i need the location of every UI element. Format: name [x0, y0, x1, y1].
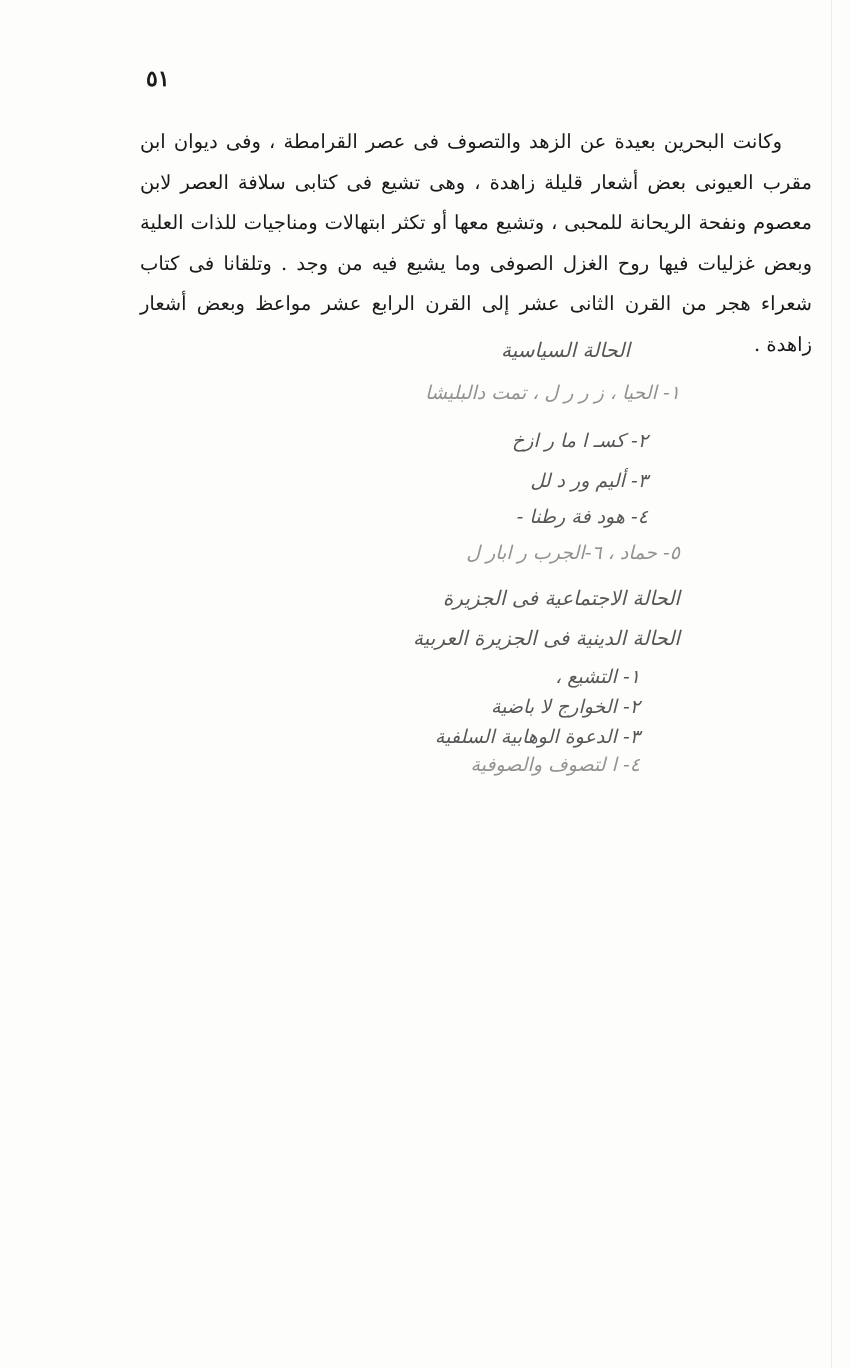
page-number: ٥١ [146, 66, 170, 92]
scan-edge [831, 0, 832, 1368]
note-subitem: ١- التشيع ، [555, 666, 640, 688]
body-text [140, 122, 812, 365]
note-item: ٥- حماد ، ٦-الجرب ر ابار ل [466, 542, 680, 564]
note-item: ١- الحيا ، ز ر ر ل ، تمت دالبليشا [425, 382, 680, 404]
note-heading-social: الحالة الاجتماعية فى الجزيرة [442, 586, 680, 610]
paragraph: وكانت البحرين بعيدة عن الزهد والتصوف فى عصر القرامطة ، وفى ديوان ابن مقرب العيونى بعض أشعار قليلة زاهدة ، وهى تشيع فى كتابى سلافة العصر لابن معصوم ونفحة الريحانة للمحبى ، وتشيع معها أو تكثر ابتهالات ومناجيات للذات العلية وبعض غزليات فيها روح الغزل الصوفى وما يشيع فيه من وجد . وتلقانا فى كتاب شعراء هجر من القرن الثانى عشر إلى القرن الرابع عشر مواعظ وبعض أشعار زاهدة . [140, 130, 812, 356]
note-heading-political: الحالة السياسية [501, 338, 630, 362]
note-item: ٤- هود فة رطنا - [516, 506, 648, 528]
note-subitem: ٢- الخوارج لا باضية [490, 696, 640, 718]
note-item: ٣- أليم ور د لل [530, 470, 648, 492]
note-heading-religious: الحالة الدينية فى الجزيرة العربية [413, 626, 680, 650]
note-subitem: ٣- الدعوة الوهابية السلفية [434, 726, 640, 748]
note-item: ٢- كسـ ا ما ر ازخ [512, 430, 648, 452]
note-subitem: ٤- ا لتصوف والصوفية [470, 754, 640, 776]
